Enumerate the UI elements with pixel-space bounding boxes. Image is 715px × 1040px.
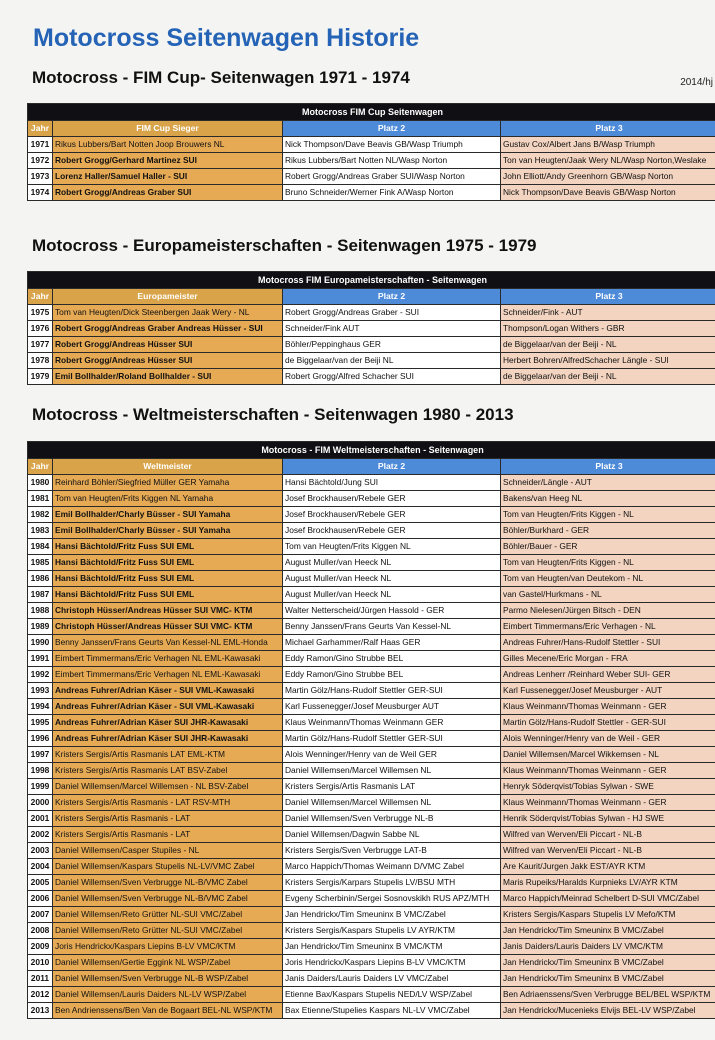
place-2-cell: August Muller/van Heeck NL — [283, 587, 501, 603]
place-2-cell: Daniel Willemsen/Marcel Willemsen NL — [283, 795, 501, 811]
year-cell: 1974 — [28, 185, 53, 201]
winner-cell: Hansi Bächtold/Fritz Fuss SUI EML — [53, 571, 283, 587]
table-row — [28, 1003, 715, 1019]
table-row — [28, 619, 715, 635]
table-caption: Motocross - FIM Weltmeisterschaften - Seitenwagen — [28, 442, 715, 459]
place-3-cell: de Biggelaar/van der Beiji - NL — [501, 369, 715, 385]
year-cell: 2005 — [28, 875, 53, 891]
header-place-2: Platz 2 — [283, 289, 501, 305]
winner-cell: Robert Grogg/Gerhard Martinez SUI — [53, 153, 283, 169]
place-2-cell: Alois Wenninger/Henry van de Weil GER — [283, 747, 501, 763]
place-3-cell: Henryk Söderqvist/Tobias Sylwan - SWE — [501, 779, 715, 795]
winner-cell: Andreas Fuhrer/Adrian Käser SUI JHR-Kawasaki — [53, 731, 283, 747]
winner-cell: Ben Andrienssens/Ben Van de Bogaart BEL-NL WSP/KTM — [53, 1003, 283, 1019]
year-cell: 2009 — [28, 939, 53, 955]
table-row — [28, 523, 715, 539]
place-3-cell: Andreas Fuhrer/Hans-Rudolf Stettler - SUI — [501, 635, 715, 651]
place-2-cell: de Biggelaar/van der Beiji NL — [283, 353, 501, 369]
table-row — [28, 843, 715, 859]
place-2-cell: Kristers Sergis/Karpars Stupelis LV/BSU MTH — [283, 875, 501, 891]
year-cell: 1997 — [28, 747, 53, 763]
table-row — [28, 715, 715, 731]
winner-cell: Daniel Willemsen/Lauris Daiders NL-LV WSP/Zabel — [53, 987, 283, 1003]
place-3-cell: Are Kaurit/Jurgen Jakk EST/AYR KTM — [501, 859, 715, 875]
winner-cell: Andreas Fuhrer/Adrian Käser SUI JHR-Kawasaki — [53, 715, 283, 731]
date-stamp: 2014/hj — [680, 77, 713, 88]
year-cell: 1984 — [28, 539, 53, 555]
year-cell: 1986 — [28, 571, 53, 587]
header-winner: FIM Cup Sieger — [53, 121, 283, 137]
year-cell: 1992 — [28, 667, 53, 683]
year-cell: 2010 — [28, 955, 53, 971]
place-2-cell: Robert Grogg/Alfred Schacher SUI — [283, 369, 501, 385]
place-2-cell: Evgeny Scherbinin/Sergei Sosnovskikh RUS APZ/MTH — [283, 891, 501, 907]
page-title: Motocross Seitenwagen Historie — [33, 24, 420, 52]
year-cell: 1987 — [28, 587, 53, 603]
table-row — [28, 337, 715, 353]
place-3-cell: Böhler/Bauer - GER — [501, 539, 715, 555]
place-3-cell: van Gastel/Hurkmans - NL — [501, 587, 715, 603]
place-3-cell: Klaus Weinmann/Thomas Weinmann - GER — [501, 763, 715, 779]
winner-cell: Benny Janssen/Frans Geurts Van Kessel-NL EML-Honda — [53, 635, 283, 651]
table-row — [28, 587, 715, 603]
place-3-cell: Bakens/van Heeg NL — [501, 491, 715, 507]
year-cell: 1988 — [28, 603, 53, 619]
place-2-cell: Hansi Bächtold/Jung SUI — [283, 475, 501, 491]
winner-cell: Daniel Willemsen/Marcel Willemsen - NL BSV-Zabel — [53, 779, 283, 795]
place-3-cell: Jan Hendrickx/Tim Smeuninx B VMC/Zabel — [501, 971, 715, 987]
winner-cell: Hansi Bächtold/Fritz Fuss SUI EML — [53, 539, 283, 555]
place-3-cell: Jan Hendrickx/Tim Smeuninx B VMC/Zabel — [501, 955, 715, 971]
year-cell: 2002 — [28, 827, 53, 843]
place-2-cell: Janis Daiders/Lauris Daiders LV VMC/Zabel — [283, 971, 501, 987]
place-3-cell: Marco Happich/Meinrad Schelbert D-SUI VMC/Zabel — [501, 891, 715, 907]
header-year: Jahr — [28, 459, 53, 475]
table-row — [28, 153, 715, 169]
winner-cell: Robert Grogg/Andreas Graber SUI — [53, 185, 283, 201]
place-2-cell: Kristers Sergis/Kaspars Stupelis LV AYR/KTM — [283, 923, 501, 939]
place-2-cell: August Muller/van Heeck NL — [283, 555, 501, 571]
header-winner: Weltmeister — [53, 459, 283, 475]
place-2-cell: Walter Netterscheid/Jürgen Hassold - GER — [283, 603, 501, 619]
place-3-cell: Kristers Sergis/Kaspars Stupelis LV Mefo/KTM — [501, 907, 715, 923]
table-row — [28, 891, 715, 907]
place-3-cell: Martin Gölz/Hans-Rudolf Stettler - GER-SUI — [501, 715, 715, 731]
winner-cell: Hansi Bächtold/Fritz Fuss SUI EML — [53, 587, 283, 603]
place-3-cell: Klaus Weinmann/Thomas Weinmann - GER — [501, 795, 715, 811]
table-row — [28, 369, 715, 385]
winner-cell: Kristers Sergis/Artis Rasmanis - LAT RSV-MTH — [53, 795, 283, 811]
place-2-cell: Marco Happich/Thomas Weimann D/VMC Zabel — [283, 859, 501, 875]
table-row — [28, 169, 715, 185]
place-3-cell: Gustav Cox/Albert Jans B/Wasp Triumph — [501, 137, 715, 153]
table-row — [28, 667, 715, 683]
place-2-cell: Bax Etienne/Stupelies Kaspars NL-LV VMC/Zabel — [283, 1003, 501, 1019]
place-3-cell: Ton van Heugten/Jaak Wery NL/Wasp Norton,Weslake — [501, 153, 715, 169]
winner-cell: Robert Grogg/Andreas Graber Andreas Hüsser - SUI — [53, 321, 283, 337]
year-cell: 1973 — [28, 169, 53, 185]
place-3-cell: Thompson/Logan Withers - GBR — [501, 321, 715, 337]
year-cell: 1999 — [28, 779, 53, 795]
year-cell: 1989 — [28, 619, 53, 635]
header-winner: Europameister — [53, 289, 283, 305]
place-2-cell: Michael Garhammer/Ralf Haas GER — [283, 635, 501, 651]
header-place-2: Platz 2 — [283, 121, 501, 137]
winner-cell: Emil Bollhalder/Roland Bollhalder - SUI — [53, 369, 283, 385]
table-row — [28, 811, 715, 827]
header-year: Jahr — [28, 289, 53, 305]
year-cell: 2012 — [28, 987, 53, 1003]
place-3-cell: Tom van Heugten/Frits Kiggen - NL — [501, 555, 715, 571]
place-2-cell: Klaus Weinmann/Thomas Weinmann GER — [283, 715, 501, 731]
place-3-cell: de Biggelaar/van der Beiji - NL — [501, 337, 715, 353]
winner-cell: Hansi Bächtold/Fritz Fuss SUI EML — [53, 555, 283, 571]
winner-cell: Andreas Fuhrer/Adrian Käser - SUI VML-Kawasaki — [53, 683, 283, 699]
table-caption: Motocross FIM Cup Seitenwagen — [28, 104, 715, 121]
year-cell: 1998 — [28, 763, 53, 779]
place-3-cell: Schneider/Längle - AUT — [501, 475, 715, 491]
table-row — [28, 651, 715, 667]
year-cell: 1990 — [28, 635, 53, 651]
place-2-cell: Josef Brockhausen/Rebele GER — [283, 523, 501, 539]
table-row — [28, 747, 715, 763]
place-3-cell: Andreas Lenherr /Reinhard Weber SUI- GER — [501, 667, 715, 683]
winner-cell: Christoph Hüsser/Andreas Hüsser SUI VMC- KTM — [53, 619, 283, 635]
year-cell: 1975 — [28, 305, 53, 321]
place-3-cell: Wilfred van Werven/Eli Piccart - NL-B — [501, 843, 715, 859]
winner-cell: Daniel Willemsen/Sven Verbrugge NL-B WSP/Zabel — [53, 971, 283, 987]
table-row — [28, 507, 715, 523]
place-2-cell: Schneider/Fink AUT — [283, 321, 501, 337]
place-2-cell: August Muller/van Heeck NL — [283, 571, 501, 587]
place-3-cell: Herbert Bohren/AlfredSchacher Längle - SUI — [501, 353, 715, 369]
year-cell: 2008 — [28, 923, 53, 939]
year-cell: 1994 — [28, 699, 53, 715]
table-row — [28, 185, 715, 201]
place-2-cell: Eddy Ramon/Gino Strubbe BEL — [283, 651, 501, 667]
table-row — [28, 539, 715, 555]
table-fim-cup — [27, 103, 715, 201]
place-2-cell: Kristers Sergis/Sven Verbrugge LAT-B — [283, 843, 501, 859]
place-2-cell: Robert Grogg/Andreas Graber SUI/Wasp Norton — [283, 169, 501, 185]
year-cell: 1985 — [28, 555, 53, 571]
table-row — [28, 475, 715, 491]
place-2-cell: Bruno Schneider/Werner Fink A/Wasp Norton — [283, 185, 501, 201]
winner-cell: Kristers Sergis/Artis Rasmanis LAT EML-KTM — [53, 747, 283, 763]
table-row — [28, 699, 715, 715]
section-title-europameisterschaften: Motocross - Europameisterschaften - Seitenwagen 1975 - 1979 — [32, 236, 537, 255]
place-3-cell: Karl Fussenegger/Josef Meusburger - AUT — [501, 683, 715, 699]
section-title-fim-cup: Motocross - FIM Cup- Seitenwagen 1971 - 1974 — [32, 68, 410, 87]
place-3-cell: Alois Wenninger/Henry van de Weil - GER — [501, 731, 715, 747]
year-cell: 1978 — [28, 353, 53, 369]
table-row — [28, 635, 715, 651]
winner-cell: Joris Hendrickx/Kaspars Liepins B-LV VMC/KTM — [53, 939, 283, 955]
year-cell: 1979 — [28, 369, 53, 385]
place-2-cell: Eddy Ramon/Gino Strubbe BEL — [283, 667, 501, 683]
place-2-cell: Joris Hendrickx/Kaspars Liepins B-LV VMC/KTM — [283, 955, 501, 971]
place-2-cell: Daniel Willemsen/Sven Verbrugge NL-B — [283, 811, 501, 827]
winner-cell: Kristers Sergis/Artis Rasmanis LAT BSV-Zabel — [53, 763, 283, 779]
place-2-cell: Böhler/Peppinghaus GER — [283, 337, 501, 353]
winner-cell: Tom van Heugten/Frits Kiggen NL Yamaha — [53, 491, 283, 507]
place-3-cell: Ben Adriaenssens/Sven Verbrugge BEL/BEL WSP/KTM — [501, 987, 715, 1003]
table-row — [28, 987, 715, 1003]
place-2-cell: Martin Gölz/Hans-Rudolf Stettler GER-SUI — [283, 683, 501, 699]
year-cell: 1996 — [28, 731, 53, 747]
winner-cell: Daniel Willemsen/Reto Grütter NL-SUI VMC/Zabel — [53, 923, 283, 939]
header-year: Jahr — [28, 121, 53, 137]
table-row — [28, 763, 715, 779]
year-cell: 1993 — [28, 683, 53, 699]
winner-cell: Eimbert Timmermans/Eric Verhagen NL EML-Kawasaki — [53, 651, 283, 667]
place-3-cell: Schneider/Fink - AUT — [501, 305, 715, 321]
table-caption: Motocross FIM Europameisterschaften - Seitenwagen — [28, 272, 715, 289]
place-3-cell: Janis Daiders/Lauris Daiders LV VMC/KTM — [501, 939, 715, 955]
winner-cell: Daniel Willemsen/Kaspars Stupelis NL-LV/VMC Zabel — [53, 859, 283, 875]
place-2-cell: Tom van Heugten/Frits Kiggen NL — [283, 539, 501, 555]
year-cell: 2003 — [28, 843, 53, 859]
place-3-cell: Tom van Heugten/van Deutekom - NL — [501, 571, 715, 587]
year-cell: 2007 — [28, 907, 53, 923]
section-title-weltmeisterschaften: Motocross - Weltmeisterschaften - Seitenwagen 1980 - 2013 — [32, 405, 514, 424]
year-cell: 1976 — [28, 321, 53, 337]
place-2-cell: Martin Gölz/Hans-Rudolf Stettler GER-SUI — [283, 731, 501, 747]
year-cell: 2000 — [28, 795, 53, 811]
place-2-cell: Robert Grogg/Andreas Graber - SUI — [283, 305, 501, 321]
winner-cell: Daniel Willemsen/Reto Grütter NL-SUI VMC/Zabel — [53, 907, 283, 923]
place-2-cell: Karl Fussenegger/Josef Meusburger AUT — [283, 699, 501, 715]
year-cell: 1983 — [28, 523, 53, 539]
winner-cell: Andreas Fuhrer/Adrian Käser - SUI VML-Kawasaki — [53, 699, 283, 715]
table-row — [28, 971, 715, 987]
year-cell: 2006 — [28, 891, 53, 907]
winner-cell: Kristers Sergis/Artis Rasmanis - LAT — [53, 811, 283, 827]
place-3-cell: Wilfred van Werven/Eli Piccart - NL-B — [501, 827, 715, 843]
year-cell: 1982 — [28, 507, 53, 523]
place-2-cell: Daniel Willemsen/Marcel Willemsen NL — [283, 763, 501, 779]
winner-cell: Daniel Willemsen/Gertie Eggink NL WSP/Zabel — [53, 955, 283, 971]
winner-cell: Rikus Lubbers/Bart Notten Joop Brouwers NL — [53, 137, 283, 153]
table-row — [28, 321, 715, 337]
place-3-cell: Eimbert Timmermans/Eric Verhagen - NL — [501, 619, 715, 635]
winner-cell: Christoph Hüsser/Andreas Hüsser SUI VMC- KTM — [53, 603, 283, 619]
table-row — [28, 683, 715, 699]
table-row — [28, 555, 715, 571]
table-row — [28, 923, 715, 939]
winner-cell: Daniel Willemsen/Sven Verbrugge NL-B/VMC Zabel — [53, 875, 283, 891]
table-row — [28, 603, 715, 619]
table-row — [28, 353, 715, 369]
winner-cell: Eimbert Timmermans/Eric Verhagen NL EML-Kawasaki — [53, 667, 283, 683]
winner-cell: Daniel Willemsen/Sven Verbrugge NL-B/VMC Zabel — [53, 891, 283, 907]
place-3-cell: Jan Hendrickx/Tim Smeuninx B VMC/Zabel — [501, 923, 715, 939]
table-row — [28, 305, 715, 321]
year-cell: 1995 — [28, 715, 53, 731]
place-3-cell: Maris Rupeiks/Haralds Kurpnieks LV/AYR KTM — [501, 875, 715, 891]
year-cell: 1991 — [28, 651, 53, 667]
table-row — [28, 875, 715, 891]
place-3-cell: Daniel Willemsen/Marcel Wikkemsen - NL — [501, 747, 715, 763]
table-row — [28, 955, 715, 971]
place-2-cell: Rikus Lubbers/Bart Notten NL/Wasp Norton — [283, 153, 501, 169]
year-cell: 2011 — [28, 971, 53, 987]
winner-cell: Tom van Heugten/Dick Steenbergen Jaak Wery - NL — [53, 305, 283, 321]
table-row — [28, 907, 715, 923]
header-place-3: Platz 3 — [501, 121, 715, 137]
table-row — [28, 859, 715, 875]
place-3-cell: Nick Thompson/Dave Beavis GB/Wasp Norton — [501, 185, 715, 201]
place-3-cell: Tom van Heugten/Frits Kiggen - NL — [501, 507, 715, 523]
place-2-cell: Kristers Sergis/Artis Rasmanis LAT — [283, 779, 501, 795]
table-row — [28, 137, 715, 153]
place-2-cell: Etienne Bax/Kaspars Stupelis NED/LV WSP/Zabel — [283, 987, 501, 1003]
place-2-cell: Daniel Willemsen/Dagwin Sabbe NL — [283, 827, 501, 843]
table-weltmeisterschaften — [27, 441, 715, 1019]
winner-cell: Emil Bollhalder/Charly Büsser - SUI Yamaha — [53, 507, 283, 523]
place-3-cell: Jan Hendrickx/Mucenieks Elvijs BEL-LV WSP/Zabel — [501, 1003, 715, 1019]
table-row — [28, 795, 715, 811]
place-2-cell: Josef Brockhausen/Rebele GER — [283, 491, 501, 507]
winner-cell: Kristers Sergis/Artis Rasmanis - LAT — [53, 827, 283, 843]
place-3-cell: Parmo Nielesen/Jürgen Bitsch - DEN — [501, 603, 715, 619]
table-row — [28, 827, 715, 843]
place-3-cell: John Elliott/Andy Greenhorn GB/Wasp Norton — [501, 169, 715, 185]
year-cell: 1981 — [28, 491, 53, 507]
place-2-cell: Jan Hendrickx/Tim Smeuninx B VMC/Zabel — [283, 907, 501, 923]
header-place-3: Platz 3 — [501, 289, 715, 305]
place-2-cell: Benny Janssen/Frans Geurts Van Kessel-NL — [283, 619, 501, 635]
place-3-cell: Klaus Weinmann/Thomas Weinmann - GER — [501, 699, 715, 715]
header-place-3: Platz 3 — [501, 459, 715, 475]
table-europameisterschaften — [27, 271, 715, 385]
table-row — [28, 779, 715, 795]
year-cell: 1977 — [28, 337, 53, 353]
table-row — [28, 731, 715, 747]
table-row — [28, 939, 715, 955]
year-cell: 1972 — [28, 153, 53, 169]
place-2-cell: Josef Brockhausen/Rebele GER — [283, 507, 501, 523]
winner-cell: Daniel Willemsen/Casper Stupiles - NL — [53, 843, 283, 859]
winner-cell: Lorenz Haller/Samuel Haller - SUI — [53, 169, 283, 185]
year-cell: 1971 — [28, 137, 53, 153]
year-cell: 1980 — [28, 475, 53, 491]
year-cell: 2004 — [28, 859, 53, 875]
place-2-cell: Jan Hendrickx/Tim Smeuninx B VMC/KTM — [283, 939, 501, 955]
header-place-2: Platz 2 — [283, 459, 501, 475]
winner-cell: Reinhard Böhler/Siegfried Müller GER Yamaha — [53, 475, 283, 491]
table-row — [28, 571, 715, 587]
year-cell: 2013 — [28, 1003, 53, 1019]
place-3-cell: Böhler/Burkhard - GER — [501, 523, 715, 539]
winner-cell: Robert Grogg/Andreas Hüsser SUI — [53, 337, 283, 353]
table-row — [28, 491, 715, 507]
place-2-cell: Nick Thompson/Dave Beavis GB/Wasp Triumph — [283, 137, 501, 153]
place-3-cell: Gilles Mecene/Eric Morgan - FRA — [501, 651, 715, 667]
year-cell: 2001 — [28, 811, 53, 827]
winner-cell: Robert Grogg/Andreas Hüsser SUI — [53, 353, 283, 369]
place-3-cell: Henrik Söderqvist/Tobias Sylwan - HJ SWE — [501, 811, 715, 827]
winner-cell: Emil Bollhalder/Charly Büsser - SUI Yamaha — [53, 523, 283, 539]
